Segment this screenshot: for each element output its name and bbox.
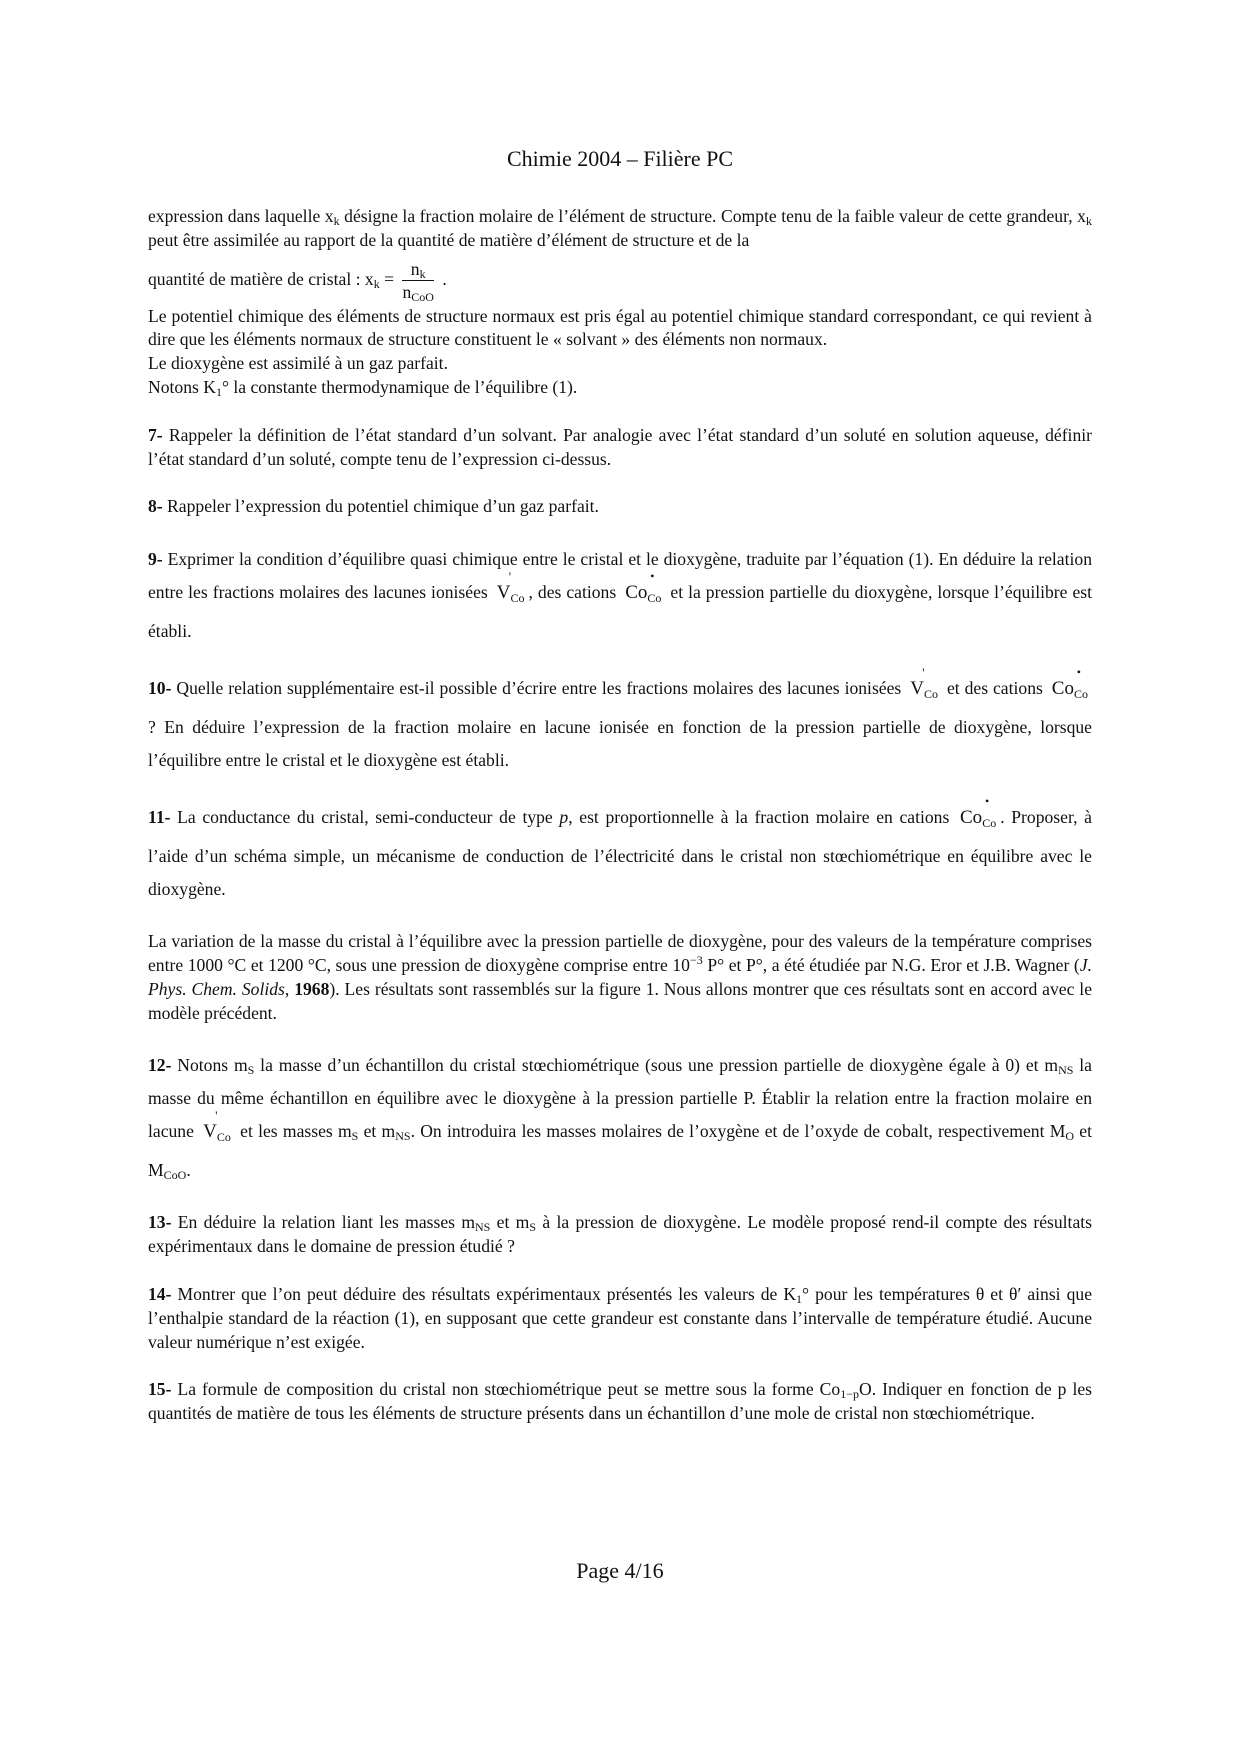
question-8: 8- Rappeler l’expression du potentiel chimique d’un gaz parfait. [148, 496, 599, 517]
fraction: $\frac{n_k}{n_{CoO}}$ [402, 259, 434, 305]
intro-paragraph: expression dans laquelle $x_k$ désigne la fraction molaire de l’élément de structure. Compte tenu de la faible valeur de cette grandeur, $x_k$ peut être assimilée au rapport de la quantité de matière d’élément de structure et de la [148, 206, 1092, 250]
intro-paragraph-4: Notons $K_1^\circ$ la constante thermodynamique de l’équilibre (1). [148, 376, 578, 399]
question-15: 15- La formule de composition du cristal non stœchiométrique peut se mettre sous la forme $Co_{1-p}O$. Indiquer en fonction de p les quantités de matière de tous les éléments de structure présents dans un échantillon d’une mole de cristal non stœchiométrique. [148, 1379, 1092, 1424]
page-number: Page 4/16 [576, 1558, 664, 1583]
vacancy-symbol: V ' $_{Co}$ [910, 665, 938, 702]
question-7: 7- Rappeler la définition de l’état standard d’un solvant. Par analogie avec l’état standard d’un soluté en solution aqueuse, définir l’état standard d’un soluté, compte tenu de l’expression ci-dessus. [148, 424, 1092, 469]
page-content [148, 205, 1092, 1426]
formula-line: quantité de matière de cristal : $x_k$ = $\frac{n_k}{n_{CoO}}$ . [148, 259, 447, 305]
question-14: 14- Montrer que l’on peut déduire des résultats expérimentaux présentés les valeurs de $K_1^\circ$ pour les températures θ et θ′ ainsi que l’enthalpie standard de la réaction (1), en supposant que cette grandeur est constante dans l’intervalle de température étudié. Aucune valeur numérique n’est exigée. [148, 1283, 1093, 1352]
question-12: 12- Notons $m_S$ la masse d’un échantillon du cristal stœchiométrique (sous une pression partielle de dioxygène égale à 0) et $m_{NS}$ la masse du même échantillon en équilibre avec le dioxygène à la pression partielle P. Établir la relation entre la fraction molaire en lacune V ' $_{Co}$ et les masses $m_S$ et $m_{NS}$. On introduira les masses molaires de l’oxygène et de l’oxyde de cobalt, respectivement $M_O$ et $M_{CoO}$. [148, 1055, 1092, 1183]
question-13: 13- En déduire la relation liant les masses $m_{NS}$ et $m_S$ à la pression de dioxygène. Le modèle proposé rend-il compte des résultats expérimentaux dans le domaine de pression étudié ? [148, 1212, 1092, 1257]
vacancy-symbol: V ' $_{Co}$ [203, 1108, 231, 1145]
cation-symbol: Co • $_{Co}$ [625, 569, 662, 606]
vacancy-symbol: V ' $_{Co}$ [496, 569, 525, 606]
question-9: 9- Exprimer la condition d’équilibre quasi chimique entre le cristal et le dioxygène, traduite par l’équation (1). En déduire la relation entre les fractions molaires des lacunes ionisées V ' $_{Co}$ , des cations Co • $_{Co}$ et la pression partielle du dioxygène, lorsque l’équilibre est établi. [148, 549, 1092, 642]
variation-paragraph: La variation de la masse du cristal à l’équilibre avec la pression partielle de dioxygène, pour des valeurs de la température comprises entre 1000 °C et 1200 °C, sous une pression de dioxygène comprise entre $10^{-3}$ P° et P°, a été étudiée par N.G. Eror et J.B. Wagner (J. Phys. Chem. Solids, 1968). Les résultats sont rassemblés sur la figure 1. Nous allons montrer que ces résultats sont en accord avec le modèle précédent. [148, 931, 1093, 1023]
page-header: Chimie 2004 – Filière PC [506, 146, 734, 171]
question-11: 11- La conductance du cristal, semi-conducteur de type p, est proportionnelle à la fraction molaire en cations Co • $_{Co}$ . Proposer, à l’aide d’un schéma simple, un mécanisme de conduction de l’électricité dans le cristal non stœchiométrique en équilibre avec le dioxygène. [148, 794, 1092, 900]
mole-fraction-formula: $x_k$ = $\frac{n_k}{n_{CoO}}$ . [364, 259, 447, 305]
intro-paragraph-3: Le dioxygène est assimilé à un gaz parfait. [148, 353, 448, 374]
cation-symbol: Co • $_{Co}$ [960, 794, 997, 831]
intro-paragraph-2: Le potentiel chimique des éléments de structure normaux est pris égal au potentiel chimique standard correspondant, ce qui revient à dire que les éléments normaux de structure constituent le « solvant » des éléments non normaux. [148, 305, 1092, 350]
cation-symbol: Co • $_{Co}$ [1051, 665, 1088, 702]
question-10: 10- Quelle relation supplémentaire est-il possible d’écrire entre les fractions molaires des lacunes ionisées V ' $_{Co}$ et des cations Co • $_{Co}$ ? En déduire l’expression de la fraction molaire en lacune ionisée en fonction de la pression partielle de dioxygène, lorsque l’équilibre entre le cristal et le dioxygène est établi. [148, 665, 1092, 771]
